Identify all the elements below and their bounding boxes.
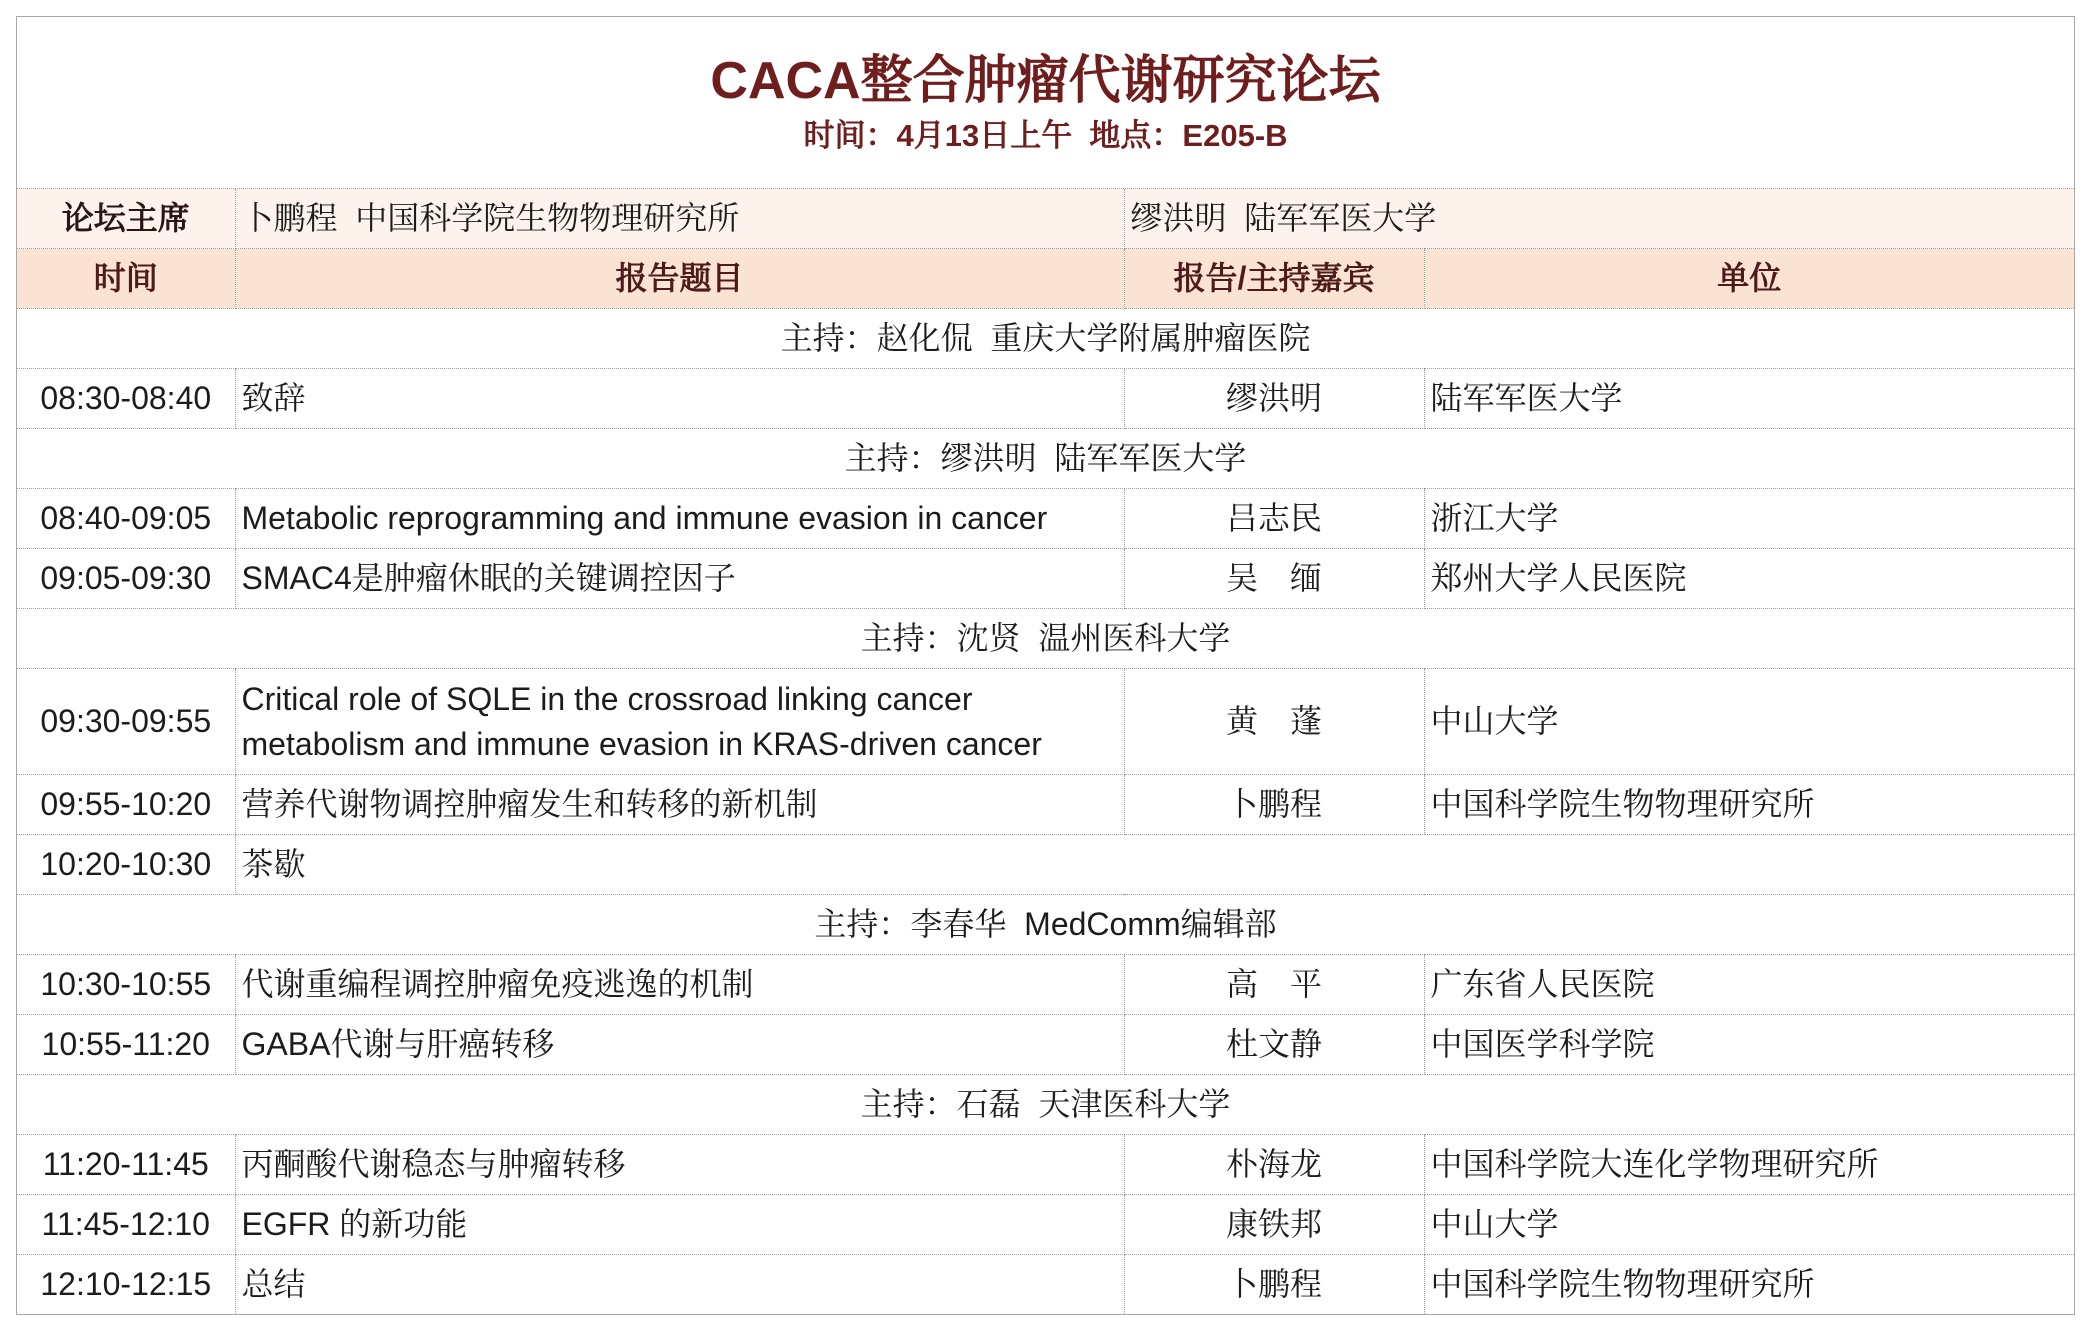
column-header-topic: 报告题目 (235, 249, 1124, 309)
talk-unit: 中国医学科学院 (1424, 1015, 2074, 1075)
talk-unit: 中国科学院大连化学物理研究所 (1424, 1135, 2074, 1195)
forum-chair-row (17, 189, 2074, 249)
talk-unit: 中山大学 (1424, 669, 2074, 775)
talk-unit: 中山大学 (1424, 1195, 2074, 1255)
session-host-cell: 主持：沈贤 温州医科大学 (17, 609, 2074, 669)
talk-time: 09:55-10:20 (17, 775, 235, 835)
talk-row (17, 1135, 2074, 1195)
session-host-cell: 主持：李春华 MedComm编辑部 (17, 895, 2074, 955)
talk-time: 12:10-12:15 (17, 1255, 235, 1315)
session-host-row (17, 309, 2074, 369)
session-host-cell: 主持：石磊 天津医科大学 (17, 1075, 2074, 1135)
talk-row (17, 1195, 2074, 1255)
talk-unit: 中国科学院生物物理研究所 (1424, 1255, 2074, 1315)
talk-time: 09:05-09:30 (17, 549, 235, 609)
talk-row (17, 955, 2074, 1015)
talk-speaker: 缪洪明 (1124, 369, 1424, 429)
talk-topic: 代谢重编程调控肿瘤免疫逃逸的机制 (235, 955, 1124, 1015)
schedule-table (17, 189, 2074, 1314)
forum-chair-1: 卜鹏程 中国科学院生物物理研究所 (235, 189, 1124, 249)
schedule-body (17, 189, 2074, 1314)
talk-row (17, 549, 2074, 609)
talk-speaker: 吕志民 (1124, 489, 1424, 549)
talk-topic: 营养代谢物调控肿瘤发生和转移的新机制 (235, 775, 1124, 835)
column-header-row (17, 249, 2074, 309)
talk-time: 09:30-09:55 (17, 669, 235, 775)
break-label: 茶歇 (235, 835, 2074, 895)
talk-topic: 总结 (235, 1255, 1124, 1315)
talk-time: 10:55-11:20 (17, 1015, 235, 1075)
talk-topic: SMAC4是肿瘤休眠的关键调控因子 (235, 549, 1124, 609)
title-block (17, 17, 2074, 189)
session-host-row (17, 609, 2074, 669)
talk-topic: GABA代谢与肝癌转移 (235, 1015, 1124, 1075)
talk-row (17, 775, 2074, 835)
talk-time: 08:40-09:05 (17, 489, 235, 549)
talk-unit: 中国科学院生物物理研究所 (1424, 775, 2074, 835)
talk-speaker: 杜文静 (1124, 1015, 1424, 1075)
talk-topic: Critical role of SQLE in the crossroad linking cancer metabolism and immune evasion in KRAS-driven cancer (235, 669, 1124, 775)
talk-row (17, 369, 2074, 429)
talk-row (17, 1255, 2074, 1315)
break-row (17, 835, 2074, 895)
talk-time: 10:30-10:55 (17, 955, 235, 1015)
column-header-unit: 单位 (1424, 249, 2074, 309)
forum-chair-label: 论坛主席 (17, 189, 235, 249)
talk-unit: 郑州大学人民医院 (1424, 549, 2074, 609)
event-time-location: 时间：4月13日上午 地点：E205-B (803, 118, 1288, 153)
session-host-row (17, 895, 2074, 955)
talk-speaker: 卜鹏程 (1124, 1255, 1424, 1315)
column-header-time: 时间 (17, 249, 235, 309)
talk-row (17, 489, 2074, 549)
talk-unit: 广东省人民医院 (1424, 955, 2074, 1015)
talk-speaker: 吴 缅 (1124, 549, 1424, 609)
talk-row (17, 669, 2074, 775)
session-host-cell: 主持：缪洪明 陆军军医大学 (17, 429, 2074, 489)
talk-unit: 陆军军医大学 (1424, 369, 2074, 429)
talk-speaker: 卜鹏程 (1124, 775, 1424, 835)
talk-unit: 浙江大学 (1424, 489, 2074, 549)
talk-speaker: 黄 蓬 (1124, 669, 1424, 775)
column-header-speaker: 报告/主持嘉宾 (1124, 249, 1424, 309)
talk-time: 11:20-11:45 (17, 1135, 235, 1195)
forum-chair-2: 缪洪明 陆军军医大学 (1124, 189, 2074, 249)
session-host-row (17, 429, 2074, 489)
talk-speaker: 朴海龙 (1124, 1135, 1424, 1195)
talk-time: 08:30-08:40 (17, 369, 235, 429)
session-host-cell: 主持：赵化侃 重庆大学附属肿瘤医院 (17, 309, 2074, 369)
talk-topic: 致辞 (235, 369, 1124, 429)
talk-speaker: 康铁邦 (1124, 1195, 1424, 1255)
talk-speaker: 高 平 (1124, 955, 1424, 1015)
talk-topic: Metabolic reprogramming and immune evasion in cancer (235, 489, 1124, 549)
talk-topic: 丙酮酸代谢稳态与肿瘤转移 (235, 1135, 1124, 1195)
schedule-sheet (16, 16, 2075, 1315)
talk-row (17, 1015, 2074, 1075)
break-time: 10:20-10:30 (17, 835, 235, 895)
page-title: CACA整合肿瘤代谢研究论坛 (710, 52, 1381, 110)
session-host-row (17, 1075, 2074, 1135)
talk-topic: EGFR 的新功能 (235, 1195, 1124, 1255)
talk-time: 11:45-12:10 (17, 1195, 235, 1255)
